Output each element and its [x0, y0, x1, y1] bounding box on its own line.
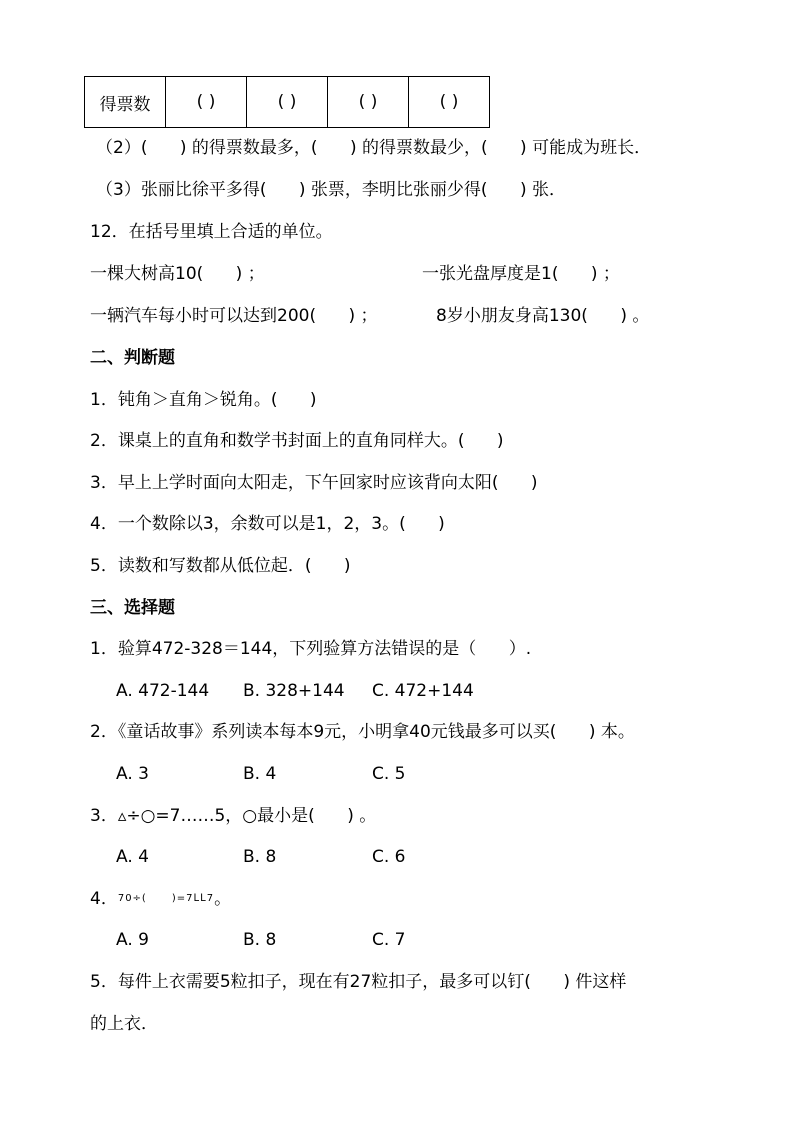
choice-3-option-c[interactable]: C. 6 — [372, 847, 406, 867]
choice-5-stem-line-2: 的上衣． — [90, 1014, 158, 1034]
judge-item-5: 5．读数和写数都从低位起．( ) — [90, 556, 351, 576]
choice-4-period: 。 — [214, 889, 232, 909]
choice-2-option-a[interactable]: A. 3 — [116, 764, 149, 784]
choice-1-option-b[interactable]: B. 328+144 — [243, 681, 345, 701]
choice-5-stem-line-1: 5．每件上衣需要5粒扣子，现在有27粒扣子，最多可以钉( ) 件这样 — [90, 972, 627, 992]
judge-item-3: 3．早上上学时面向太阳走，下午回家时应该背向太阳( ) — [90, 473, 538, 493]
question-12-item-b: 一张光盘厚度是1( ) ； — [422, 264, 620, 284]
section-2-heading: 二、判断题 — [90, 348, 175, 368]
question-12-title: 12．在括号里填上合适的单位。 — [90, 222, 333, 242]
answer-blank[interactable]: ( ) — [409, 77, 490, 128]
section-3-heading: 三、选择题 — [90, 598, 175, 618]
vote-count-table — [84, 76, 490, 128]
choice-2-option-c[interactable]: C. 5 — [372, 764, 406, 784]
judge-item-4: 4．一个数除以3，余数可以是1，2，3。( ) — [90, 514, 445, 534]
judge-item-2: 2．课桌上的直角和数学书封面上的直角同样大。( ) — [90, 431, 504, 451]
table-row — [85, 77, 490, 128]
choice-2-stem: 2．《童话故事》系列读本每本9元，小明拿40元钱最多可以买( ) 本。 — [90, 722, 635, 742]
choice-4-option-b[interactable]: B. 8 — [243, 930, 277, 950]
table-header-cell: 得票数 — [85, 77, 166, 128]
choice-3-stem: 3．▵÷○=7……5，○最小是( ) 。 — [90, 806, 377, 826]
choice-4-expression: 70÷( )=7ᒪᒪ7 — [117, 893, 215, 904]
choice-4-option-a[interactable]: A. 9 — [116, 930, 149, 950]
choice-3-option-a[interactable]: A. 4 — [116, 847, 149, 867]
question-12-item-a: 一棵大树高10( ) ； — [90, 264, 265, 284]
choice-4-number: 4． — [90, 889, 118, 909]
choice-1-option-a[interactable]: A. 472-144 — [116, 681, 210, 701]
question-12-item-d: 8岁小朋友身高130( ) 。 — [436, 306, 650, 326]
question-12-item-c: 一辆汽车每小时可以达到200( ) ； — [90, 306, 378, 326]
choice-1-stem: 1．验算472-328＝144，下列验算方法错误的是（ ）. — [90, 639, 532, 659]
question-11-part-3: （3）张丽比徐平多得( ) 张票，李明比张丽少得( ) 张． — [96, 180, 566, 200]
answer-blank[interactable]: ( ) — [247, 77, 328, 128]
choice-1-option-c[interactable]: C. 472+144 — [372, 681, 474, 701]
choice-3-option-b[interactable]: B. 8 — [243, 847, 277, 867]
answer-blank[interactable]: ( ) — [166, 77, 247, 128]
choice-4-stem — [90, 887, 231, 911]
choice-4-option-c[interactable]: C. 7 — [372, 930, 406, 950]
question-11-part-2: （2）( ) 的得票数最多，( ) 的得票数最少，( ) 可能成为班长． — [96, 138, 652, 158]
choice-2-option-b[interactable]: B. 4 — [243, 764, 277, 784]
judge-item-1: 1．钝角＞直角＞锐角。( ) — [90, 390, 317, 410]
answer-blank[interactable]: ( ) — [328, 77, 409, 128]
